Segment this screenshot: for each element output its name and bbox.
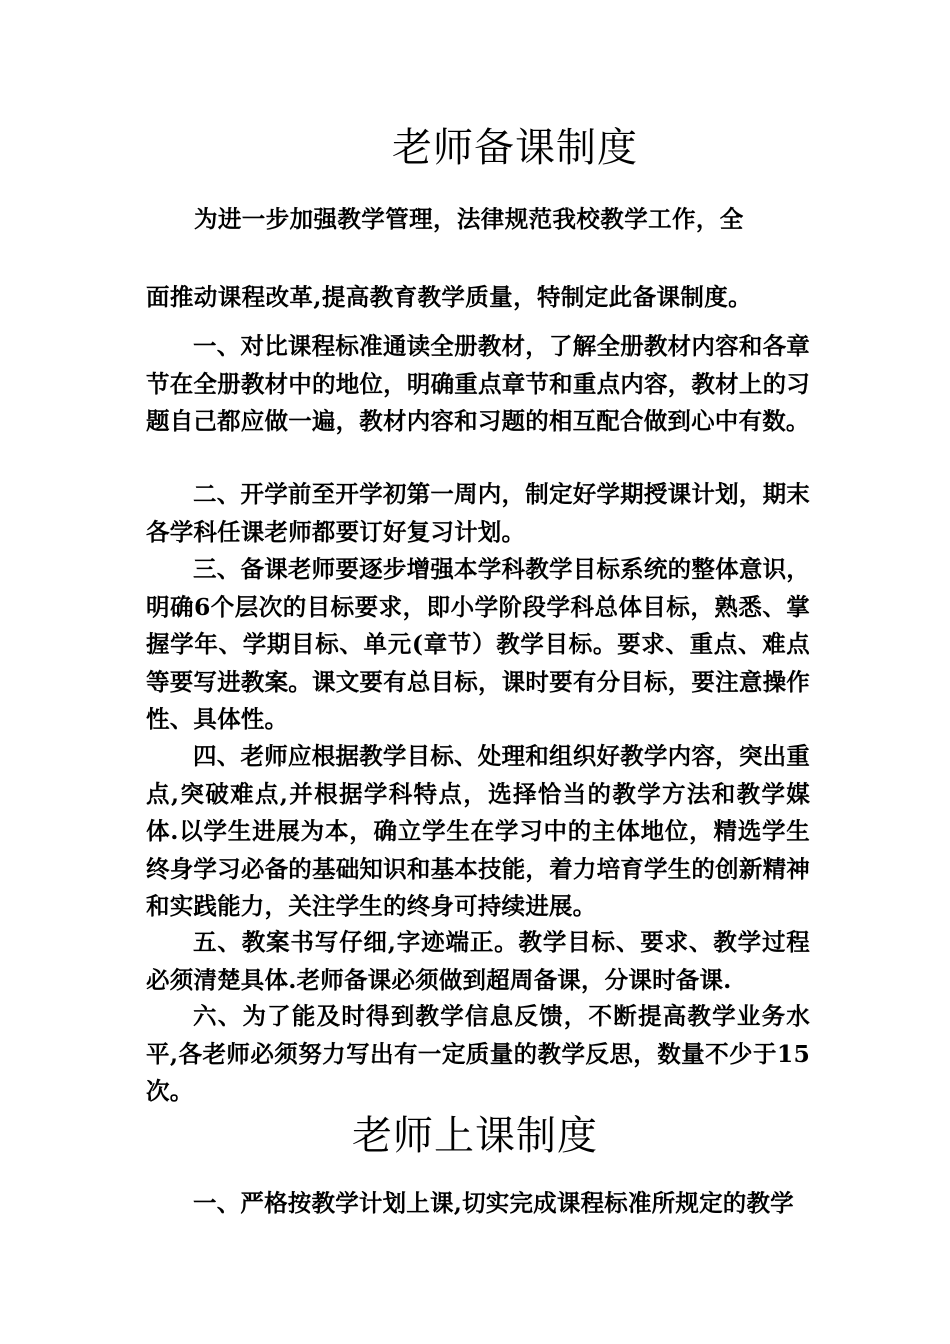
paragraph-3: 三、备课老师要逐步增强本学科教学目标系统的整体意识，明确6个层次的目标要求，即小学阶段学科总体目标，熟悉、掌握学年、学期目标、单元(章节）教学目标。要求、重点、难点等要写进教案。课文要有总目标，课时要有分目标，要注意操作性、具体性。 (146, 555, 810, 733)
section-2-paragraph-1: 一、严格按教学计划上课,切实完成课程标准所规定的教学 (193, 1189, 794, 1217)
paragraph-5: 五、教案书写仔细,字迹端正。教学目标、要求、教学过程必须清楚具体.老师备课必须做到超周备课，分课时备课. (146, 928, 810, 994)
paragraph-1: 一、对比课程标准通读全册教材，了解全册教材内容和各章节在全册教材中的地位，明确重点章节和重点内容，教材上的习题自己都应做一遍，教材内容和习题的相互配合做到心中有数。 (146, 332, 810, 435)
intro-line-1: 为进一步加强教学管理，法律规范我校教学工作，全 (194, 205, 744, 233)
paragraph-2: 二、开学前至开学初第一周内，制定好学期授课计划，期末各学科任课老师都要订好复习计划。 (146, 480, 810, 546)
paragraph-4: 四、老师应根据教学目标、处理和组织好教学内容，突出重点,突破难点,并根据学科特点，选择恰当的教学方法和教学媒体.以学生进展为本，确立学生在学习中的主体地位，精选学生终身学习必备的基础知识和基本技能，着力培育学生的创新精神和实践能力，关注学生的终身可持续进展。 (146, 742, 810, 920)
section-2-title: 老师上课制度 (352, 1113, 598, 1159)
document-title: 老师备课制度 (392, 125, 638, 171)
intro-line-2: 面推动课程改革,提高教育教学质量，特制定此备课制度。 (146, 283, 753, 311)
paragraph-6: 六、为了能及时得到教学信息反馈，不断提高教学业务水平,各老师必须努力写出有一定质量的教学反思，数量不少于15次。 (146, 1002, 810, 1105)
